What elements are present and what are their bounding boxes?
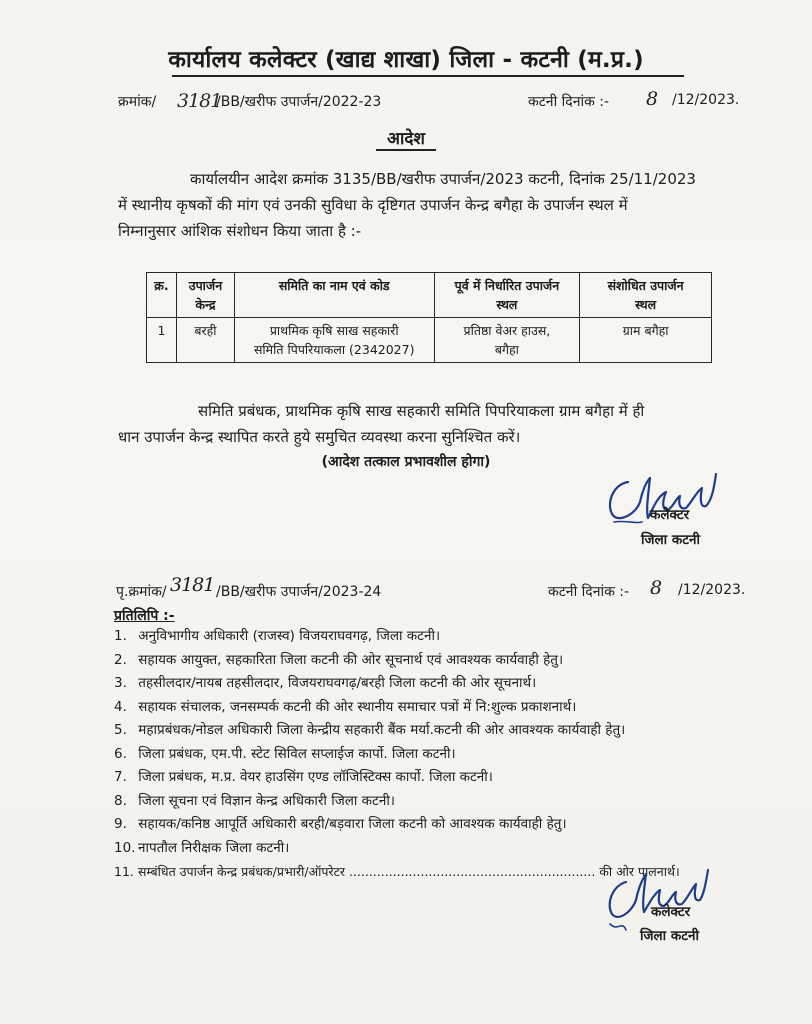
list-item: 8. जिला सूचना एवं विज्ञान केन्द्र अधिकारी जिला कटनी। xyxy=(114,792,395,809)
title-underline xyxy=(172,75,684,77)
header-new-place: संशोधित उपार्जन स्थल xyxy=(580,273,712,318)
office-title: कार्यालय कलेक्टर (खाद्य शाखा) जिला - कटनी (म.प्र.) xyxy=(168,47,644,73)
list-item: 9. सहायक/कनिष्ठ आपूर्ति अधिकारी बरही/बड़वारा जिला कटनी को आवश्यक कार्यवाही हेतु। xyxy=(114,816,567,832)
cell-sno: 1 xyxy=(147,318,177,363)
directive-line-1: समिति प्रबंधक, प्राथमिक कृषि साख सहकारी समिति पिपरियाकला ग्राम बगैहा में ही xyxy=(198,402,645,420)
intro-line-2: में स्थानीय कृषकों की मांग एवं उनकी सुविधा के दृष्टिगत उपार्जन केन्द्र बगैहा के उपार्जन स्थल में xyxy=(118,196,628,214)
order-date-label: कटनी दिनांक :- xyxy=(528,94,610,110)
table-row xyxy=(147,318,712,363)
list-item: 10. नापतौल निरीक्षक जिला कटनी। xyxy=(114,839,290,856)
copy-heading: प्रतिलिपि :- xyxy=(114,608,175,624)
copy-date-suffix: /12/2023. xyxy=(678,582,746,598)
order-date-handwritten-day: 8 xyxy=(646,88,658,110)
intro-line-3: निम्नानुसार आंशिक संशोधन किया जाता है :- xyxy=(118,222,362,240)
header-old-place: पूर्व में निर्धारित उपार्जन स्थल xyxy=(434,273,580,318)
order-ref-suffix: /BB/खरीफ उपार्जन/2022-23 xyxy=(216,94,382,110)
list-item: 11. सम्बंधित उपार्जन केन्द्र प्रबंधक/प्रभारी/ऑपरेटर .............................................................. की ओर पालनार्थ। xyxy=(114,864,680,879)
list-item: 2. सहायक आयुक्त, सहकारिता जिला कटनी की ओर सूचनार्थ एवं आवश्यक कार्यवाही हेतु। xyxy=(114,651,564,668)
list-item: 1. अनुविभागीय अधिकारी (राजस्व) विजयराघवगढ़, जिला कटनी। xyxy=(114,628,441,644)
signature-1-designation: कलेक्टर xyxy=(650,507,690,523)
cell-centre: बरही xyxy=(176,318,234,363)
copy-date-label: कटनी दिनांक :- xyxy=(548,584,630,600)
cell-society: प्राथमिक कृषि साख सहकारी समिति पिपरियाकला (2342027) xyxy=(234,318,434,363)
amendment-table xyxy=(146,272,712,363)
order-effect-note: (आदेश तत्काल प्रभावशील होगा) xyxy=(321,454,491,470)
copy-ref-handwritten-number: 3181 xyxy=(170,574,215,596)
intro-line-1: कार्यालयीन आदेश क्रमांक 3135/BB/खरीफ उपार्जन/2023 कटनी, दिनांक 25/11/2023 xyxy=(190,170,696,188)
cell-new-place: ग्राम बगैहा xyxy=(580,318,712,363)
directive-line-2: धान उपार्जन केन्द्र स्थापित करते हुये समुचित व्यवस्था करना सुनिश्चित करें। xyxy=(118,428,521,446)
signature-1-district: जिला कटनी xyxy=(641,532,701,548)
order-ref-prefix: क्रमांक/ xyxy=(118,94,157,110)
header-centre: उपार्जन केन्द्र xyxy=(176,273,234,318)
list-item: 7. जिला प्रबंधक, म.प्र. वेयर हाउसिंग एण्ड लॉजिस्टिक्स कार्पो. जिला कटनी। xyxy=(114,769,493,785)
list-item: 4. सहायक संचालक, जनसम्पर्क कटनी की ओर स्थानीय समाचार पत्रों में नि:शुल्क प्रकाशनार्थ। xyxy=(114,698,577,715)
order-date-suffix: /12/2023. xyxy=(672,92,740,108)
signature-2-district: जिला कटनी xyxy=(640,928,700,944)
copy-ref-suffix: /BB/खरीफ उपार्जन/2023-24 xyxy=(216,584,382,600)
cell-old-place: प्रतिष्ठा वेअर हाउस, बगैहा xyxy=(434,318,580,363)
order-heading-underline xyxy=(376,149,436,151)
header-society: समिति का नाम एवं कोड xyxy=(234,273,434,318)
copy-recipient-list xyxy=(114,625,680,884)
header-sno: क्र. xyxy=(147,273,177,318)
copy-date-handwritten-day: 8 xyxy=(650,577,662,599)
list-item: 6. जिला प्रबंधक, एम.पी. स्टेट सिविल सप्लाईज कार्पो. जिला कटनी। xyxy=(114,745,456,762)
list-item: 5. महाप्रबंधक/नोडल अधिकारी जिला केन्द्रीय सहकारी बैंक मर्या.कटनी की ओर आवश्यक कार्यवाही हेतु। xyxy=(114,722,626,738)
signature-2-designation: कलेक्टर xyxy=(651,904,691,920)
order-ref-handwritten-number: 3181 xyxy=(177,90,222,112)
list-item: 3. तहसीलदार/नायब तहसीलदार, विजयराघवगढ़/बरही जिला कटनी की ओर सूचनार्थ। xyxy=(114,675,537,691)
table-header-row xyxy=(147,273,712,318)
copy-ref-prefix: पृ.क्रमांक/ xyxy=(116,584,167,600)
order-heading: आदेश xyxy=(387,129,425,149)
